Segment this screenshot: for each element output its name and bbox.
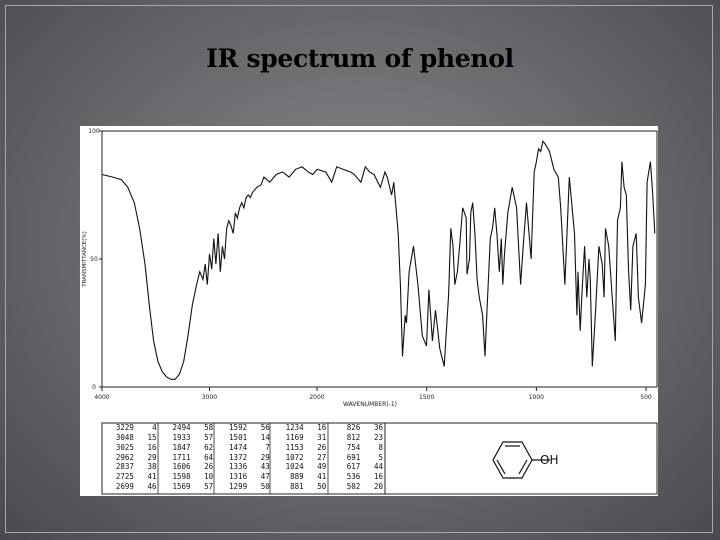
peak-wavenumber: 1372 [229, 452, 248, 462]
transmittance-curve [102, 141, 655, 379]
peak-wavenumber: 1569 [172, 482, 191, 492]
peak-transmittance: 8 [378, 442, 383, 452]
peak-wavenumber: 889 [290, 472, 304, 482]
peak-transmittance: 58 [204, 423, 214, 432]
peak-transmittance: 27 [317, 452, 327, 462]
x-tick-label: 1500 [419, 394, 435, 401]
table-row [102, 453, 385, 463]
x-tick-label: 1000 [528, 394, 544, 401]
peak-transmittance: 26 [204, 462, 214, 472]
peak-transmittance: 50 [260, 482, 270, 492]
peak-wavenumber: 502 [346, 482, 361, 492]
peak-wavenumber: 2494 [172, 423, 191, 432]
peak-transmittance: 47 [260, 472, 270, 482]
peak-transmittance: 14 [260, 432, 270, 442]
peak-transmittance: 26 [317, 442, 327, 452]
peak-transmittance: 57 [204, 482, 214, 492]
peak-transmittance: 16 [147, 442, 157, 452]
y-axis-label: TRANSMITTANCE(%) [82, 231, 88, 287]
x-axis-label: WAVENUMBER(-1) [342, 401, 398, 408]
peak-transmittance: 7 [265, 442, 270, 452]
peak-wavenumber: 1606 [172, 462, 191, 472]
y-tick-label: 0 [92, 384, 96, 391]
peak-transmittance: 46 [147, 482, 157, 492]
peak-wavenumber: 1024 [285, 462, 304, 472]
peak-wavenumber: 3025 [115, 442, 134, 452]
peak-transmittance: 4 [152, 423, 157, 432]
peak-wavenumber: 617 [346, 462, 361, 472]
peak-transmittance: 10 [204, 472, 214, 482]
peak-transmittance: 50 [317, 482, 327, 492]
slide-title: IR spectrum of phenol [206, 44, 514, 73]
peak-wavenumber: 2699 [115, 482, 134, 492]
peak-transmittance: 38 [147, 462, 157, 472]
table-row [102, 472, 385, 482]
peak-transmittance: 44 [373, 462, 383, 472]
peak-wavenumber: 1598 [172, 472, 191, 482]
peak-wavenumber: 3048 [115, 432, 134, 442]
peak-wavenumber: 1169 [285, 432, 304, 442]
peak-wavenumber: 1153 [285, 442, 304, 452]
peak-wavenumber: 826 [346, 423, 361, 432]
peak-wavenumber: 536 [346, 472, 361, 482]
peak-transmittance: 31 [317, 432, 327, 442]
table-row [102, 443, 385, 453]
table-row [102, 433, 385, 443]
peak-wavenumber: 2962 [115, 452, 134, 462]
peak-transmittance: 62 [204, 442, 214, 452]
peak-wavenumber: 2837 [115, 462, 134, 472]
y-tick-label: 50 [90, 256, 98, 263]
peak-transmittance: 5 [378, 452, 383, 462]
peak-wavenumber: 1933 [172, 432, 191, 442]
peak-wavenumber: 1234 [285, 423, 304, 432]
peak-transmittance: 57 [204, 432, 214, 442]
peak-table [102, 423, 385, 492]
peak-transmittance: 56 [260, 423, 270, 432]
peak-wavenumber: 1592 [229, 423, 248, 432]
peak-transmittance: 41 [147, 472, 157, 482]
x-tick-label: 2000 [309, 394, 325, 401]
ir-spectrum-panel [80, 126, 658, 496]
benzene-ring [493, 442, 532, 478]
peak-wavenumber: 1711 [172, 452, 191, 462]
table-row [102, 482, 385, 492]
y-tick-label: 100 [88, 128, 100, 135]
peak-wavenumber: 754 [346, 442, 361, 452]
peak-transmittance: 64 [204, 452, 214, 462]
peak-transmittance: 23 [373, 432, 383, 442]
peak-transmittance: 36 [373, 423, 383, 432]
peak-wavenumber: 3229 [115, 423, 134, 432]
peak-wavenumber: 1474 [229, 442, 248, 452]
peak-transmittance: 43 [260, 462, 270, 472]
plot-frame [102, 131, 657, 387]
peak-transmittance: 49 [317, 462, 327, 472]
table-row [102, 423, 385, 433]
double-bond-left [497, 460, 505, 474]
peak-wavenumber: 812 [346, 432, 361, 442]
peak-transmittance: 16 [373, 472, 383, 482]
peak-wavenumber: 1336 [229, 462, 248, 472]
x-tick-label: 4000 [94, 394, 110, 401]
table-row [102, 462, 385, 472]
peak-wavenumber: 1316 [229, 472, 248, 482]
peak-wavenumber: 1072 [285, 452, 304, 462]
peak-transmittance: 20 [373, 482, 383, 492]
peak-wavenumber: 2725 [115, 472, 134, 482]
peak-wavenumber: 1299 [229, 482, 248, 492]
peak-wavenumber: 1847 [172, 442, 191, 452]
peak-transmittance: 29 [260, 452, 270, 462]
peak-transmittance: 29 [147, 452, 157, 462]
x-tick-label: 500 [640, 394, 652, 401]
oh-group-label: OH [540, 453, 559, 467]
peak-transmittance: 41 [317, 472, 327, 482]
peak-transmittance: 16 [317, 423, 327, 432]
x-tick-label: 3000 [201, 394, 218, 401]
peak-transmittance: 15 [147, 432, 157, 442]
peak-wavenumber: 691 [346, 452, 361, 462]
peak-wavenumber: 881 [290, 482, 304, 492]
peak-wavenumber: 1501 [229, 432, 248, 442]
